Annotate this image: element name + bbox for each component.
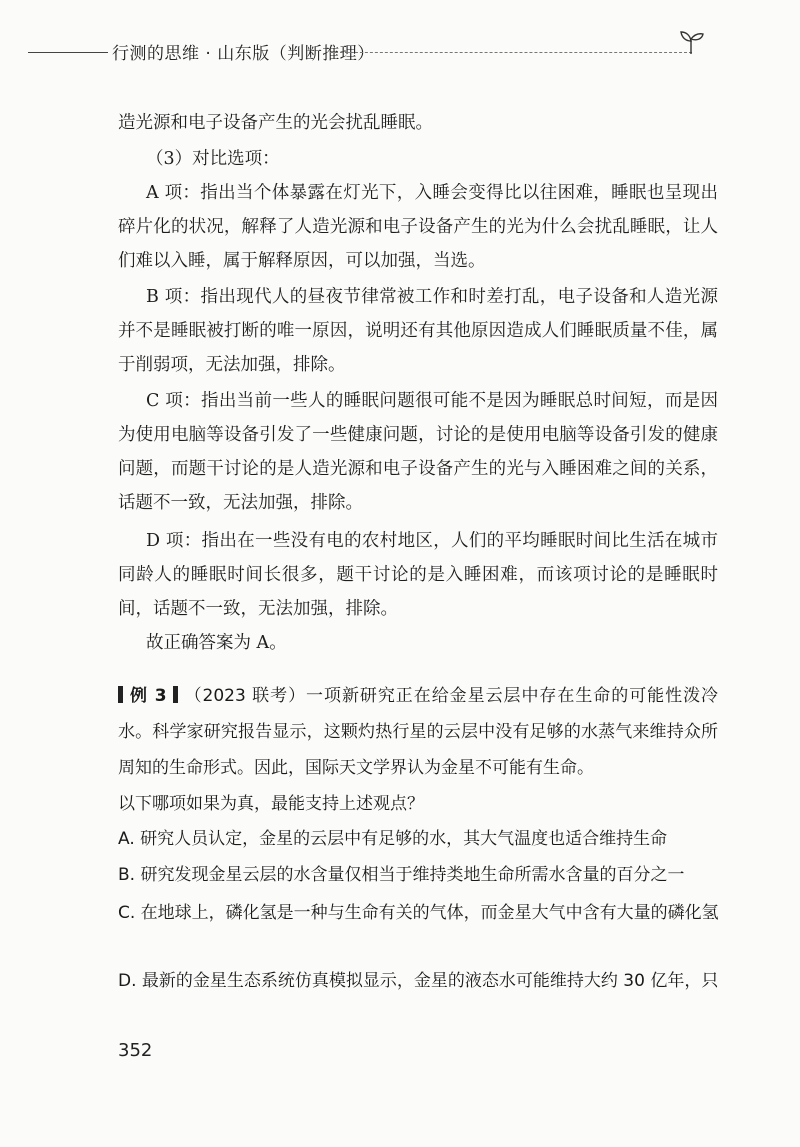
- example-stem-text: 一项新研究正在给金星云层中存在生命的可能性泼冷水。科学家研究报告显示，这颗灼热行星的云层中没有足够的水蒸气来维持众所周知的生命形式。因此，国际天文学界认为金星不可能有生命。: [118, 686, 719, 778]
- example-stem: [118, 678, 718, 786]
- paragraph-option-a-analysis: A 项：指出当个体暴露在灯光下，入睡会变得比以往困难，睡眠也呈现出碎片化的状况，解释了人造光源和电子设备产生的光为什么会扰乱睡眠，让人们难以入睡，属于解释原因，可以加强，当选。: [118, 183, 718, 271]
- example-source: （2023 联考）: [183, 686, 307, 706]
- example-bar-right: [173, 686, 178, 703]
- header-rule-left: [28, 52, 108, 53]
- paragraph-compare-options: （3）对比选项：: [146, 149, 280, 169]
- paragraph-continuation: 造光源和电子设备产生的光会扰乱睡眠。: [118, 113, 433, 133]
- example-question: 以下哪项如果为真，最能支持上述观点？: [118, 794, 424, 814]
- page-number: 352: [118, 1040, 153, 1061]
- paragraph-option-c-analysis: C 项：指出当前一些人的睡眠问题很可能不是因为睡眠总时间短，而是因为使用电脑等设备引发了一些健康问题，讨论的是使用电脑等设备引发的健康问题，而题干讨论的是人造光源和电子设备产生的光与入睡困难之间的关系，话题不一致，无法加强，排除。: [118, 391, 718, 513]
- paragraph-option-b-analysis: B 项：指出现代人的昼夜节律常被工作和时差打乱，电子设备和人造光源并不是睡眠被打断的唯一原因，说明还有其他原因造成人们睡眠质量不佳，属于削弱项，无法加强，排除。: [118, 287, 718, 375]
- option-d: D. 最新的金星生态系统仿真模拟显示，金星的液态水可能维持大约 30 亿年，只: [118, 971, 719, 991]
- option-b: B. 研究发现金星云层的水含量仅相当于维持类地生命所需水含量的百分之一: [118, 865, 685, 885]
- header-rule-right: [330, 52, 692, 53]
- paragraph-answer: 故正确答案为 A。: [146, 633, 287, 653]
- example-bar-left: [118, 686, 123, 703]
- option-c: C. 在地球上，磷化氢是一种与生命有关的气体，而金星大气中含有大量的磷化氢: [118, 903, 719, 923]
- option-a: A. 研究人员认定，金星的云层中有足够的水，其大气温度也适合维持生命: [118, 829, 668, 849]
- paragraph-option-d-analysis: D 项：指出在一些没有电的农村地区，人们的平均睡眠时间比生活在城市同龄人的睡眠时间长很多，题干讨论的是入睡困难，而该项讨论的是睡眠时间，话题不一致，无法加强，排除。: [118, 531, 718, 619]
- sprout-icon: [676, 26, 706, 56]
- header-title: 行测的思维 · 山东版（判断推理）: [112, 44, 375, 64]
- example-label: 例 3: [129, 686, 167, 706]
- running-header: [0, 34, 800, 68]
